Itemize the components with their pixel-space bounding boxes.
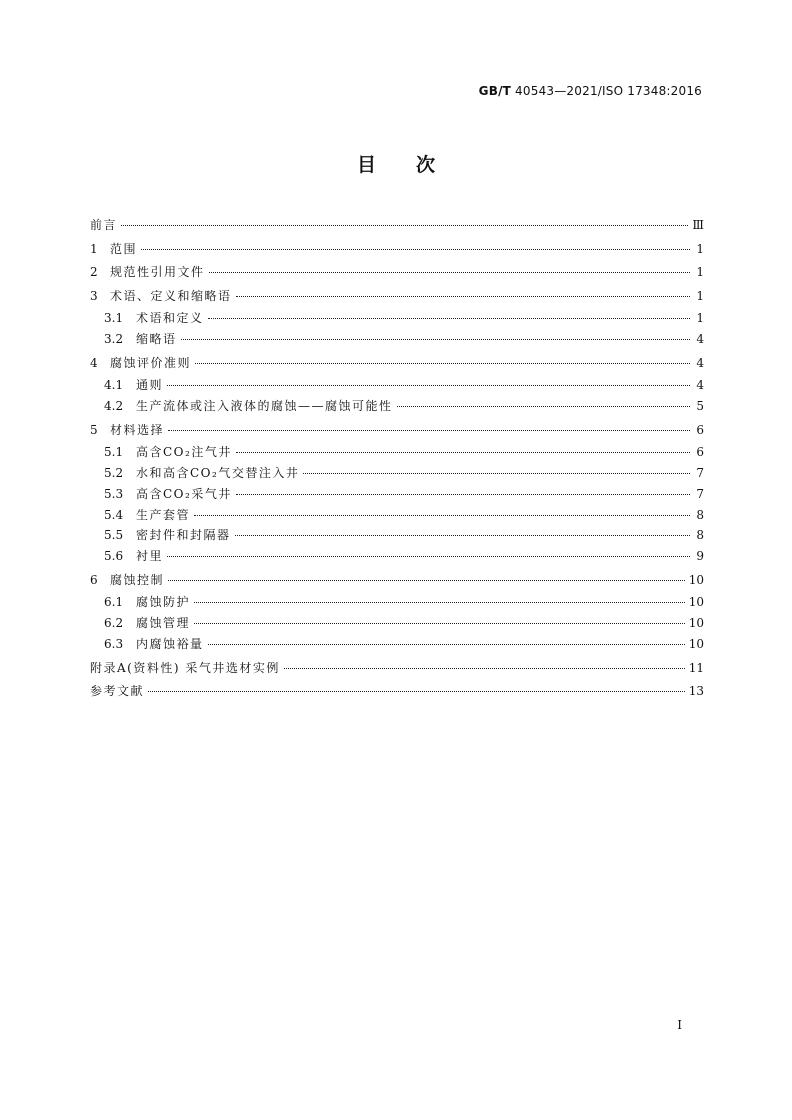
toc-entry-label: 材料选择 [110,422,165,437]
dot-leader [208,644,685,645]
toc-entry-label: 密封件和封隔器 [136,528,231,543]
dot-leader [397,406,690,407]
toc-entry[interactable] [90,463,704,484]
toc-entry-number: 5.3 [104,486,124,501]
toc-entry-label: 参考文献 [90,684,145,699]
dot-leader [236,452,690,453]
toc-entry-number: 6.1 [104,595,124,610]
toc-entry-number: 3.1 [104,311,124,325]
toc-entry-page: 11 [688,660,704,675]
toc-entry-page: 10 [688,572,704,587]
dot-leader [303,473,690,474]
toc-entry[interactable] [90,352,704,376]
toc-entry-label: 高含CO₂注气井 [136,445,232,460]
toc-entry-number: 5.6 [104,549,124,564]
toc-entry[interactable] [90,680,704,704]
toc-entry-number: 5.4 [104,507,124,522]
toc-entry[interactable] [90,419,704,443]
dot-leader [168,580,685,581]
toc-entry-number: 3 [90,288,98,303]
toc-entry-label: 附录A(资料性) 采气井选材实例 [90,660,280,675]
toc-entry[interactable] [90,261,704,285]
toc-entry-number: 6 [90,572,98,587]
toc-entry-page: 1 [696,241,704,256]
toc-entry-page: 1 [696,288,704,303]
toc-entry-label: 术语、定义和缩略语 [110,288,232,303]
toc-entry-page: 4 [696,355,704,370]
toc-entry-label: 缩略语 [136,331,177,346]
toc-entry-page: 4 [696,378,704,393]
dot-leader [195,363,690,364]
toc-entry[interactable] [90,657,704,681]
toc-entry-label: 高含CO₂采气井 [136,486,232,501]
toc-entry[interactable] [90,214,704,238]
toc-entry-label: 衬里 [136,549,164,564]
toc-entry-page: 4 [696,331,704,346]
toc-entry-number: 1 [90,241,98,256]
toc-entry-label: 生产流体或注入液体的腐蚀——腐蚀可能性 [136,398,393,413]
toc-entry-page: 9 [696,549,704,564]
dot-leader [194,602,685,603]
toc-entry-number: 5 [90,422,98,437]
toc-entry-label: 范围 [110,241,138,256]
toc-entry[interactable] [90,592,704,613]
toc-entry-label: 内腐蚀裕量 [136,637,204,652]
toc-entry-page: 6 [696,445,704,460]
toc-entry-page: 7 [696,465,704,480]
toc-entry-label: 术语和定义 [136,311,204,325]
toc-entry-page: 8 [696,528,704,543]
page-folio: I [677,1018,682,1032]
toc-entry-page: 6 [696,422,704,437]
toc-entry-page: 10 [688,637,704,652]
toc-entry[interactable] [90,613,704,634]
toc-entry-label: 通则 [136,378,164,393]
toc-entry[interactable] [90,634,704,655]
standard-number-prefix: GB/T [478,84,512,98]
toc-entry-page: 10 [688,616,704,631]
dot-leader [235,535,690,536]
toc-entry[interactable] [90,546,704,567]
toc-entry[interactable] [90,569,704,593]
dot-leader [194,623,685,624]
toc-entry-number: 4.1 [104,378,124,393]
toc-entry-label: 腐蚀管理 [136,616,191,631]
dot-leader [167,385,690,386]
toc-entry-page: 5 [696,398,704,413]
toc-entry[interactable] [90,285,704,309]
table-of-contents [90,214,704,704]
toc-entry[interactable] [90,329,704,350]
toc-entry-number: 5.2 [104,465,124,480]
toc-entry[interactable] [90,484,704,505]
dot-leader [236,494,690,495]
toc-entry-label: 生产套管 [136,507,191,522]
toc-entry-number: 5.1 [104,445,124,460]
toc-entry-page: 7 [696,486,704,501]
toc-entry-number: 2 [90,265,98,279]
toc-entry[interactable] [90,308,704,329]
toc-entry[interactable] [90,238,704,262]
dot-leader [208,318,690,319]
toc-entry-page: 1 [696,265,704,279]
toc-entry-label: 腐蚀评价准则 [110,355,192,370]
toc-entry-label: 水和高含CO₂气交替注入井 [136,465,300,480]
toc-entry[interactable] [90,396,704,417]
dot-leader [167,556,690,557]
toc-entry[interactable] [90,505,704,526]
toc-entry-page: 1 [696,311,704,325]
dot-leader [284,668,685,669]
toc-entry-page: 10 [688,595,704,610]
toc-entry-number: 4.2 [104,398,124,413]
toc-entry-number: 4 [90,355,98,370]
toc-entry-label: 腐蚀防护 [136,595,191,610]
toc-entry-number: 6.2 [104,616,124,631]
dot-leader [148,691,685,692]
toc-entry-number: 6.3 [104,637,124,652]
standard-number-rest: 40543—2021/ISO 17348:2016 [511,84,702,98]
dot-leader [121,225,688,226]
toc-entry-label: 规范性引用文件 [110,265,205,279]
toc-entry-label: 腐蚀控制 [110,572,165,587]
dot-leader [236,296,690,297]
toc-entry-label: 前言 [90,218,118,232]
standard-number [479,84,702,98]
toc-entry-number: 5.5 [104,528,124,543]
toc-entry-page: 8 [696,507,704,522]
toc-entry[interactable] [90,442,704,463]
dot-leader [141,249,690,250]
toc-entry[interactable] [90,525,704,546]
toc-entry-number: 3.2 [104,331,124,346]
dot-leader [181,339,690,340]
dot-leader [194,515,690,516]
toc-entry[interactable] [90,375,704,396]
page-title: 目次 [356,154,475,176]
dot-leader [168,430,690,431]
dot-leader [209,272,690,273]
toc-entry-page: 13 [688,684,704,699]
toc-entry-page: Ⅲ [692,218,704,232]
